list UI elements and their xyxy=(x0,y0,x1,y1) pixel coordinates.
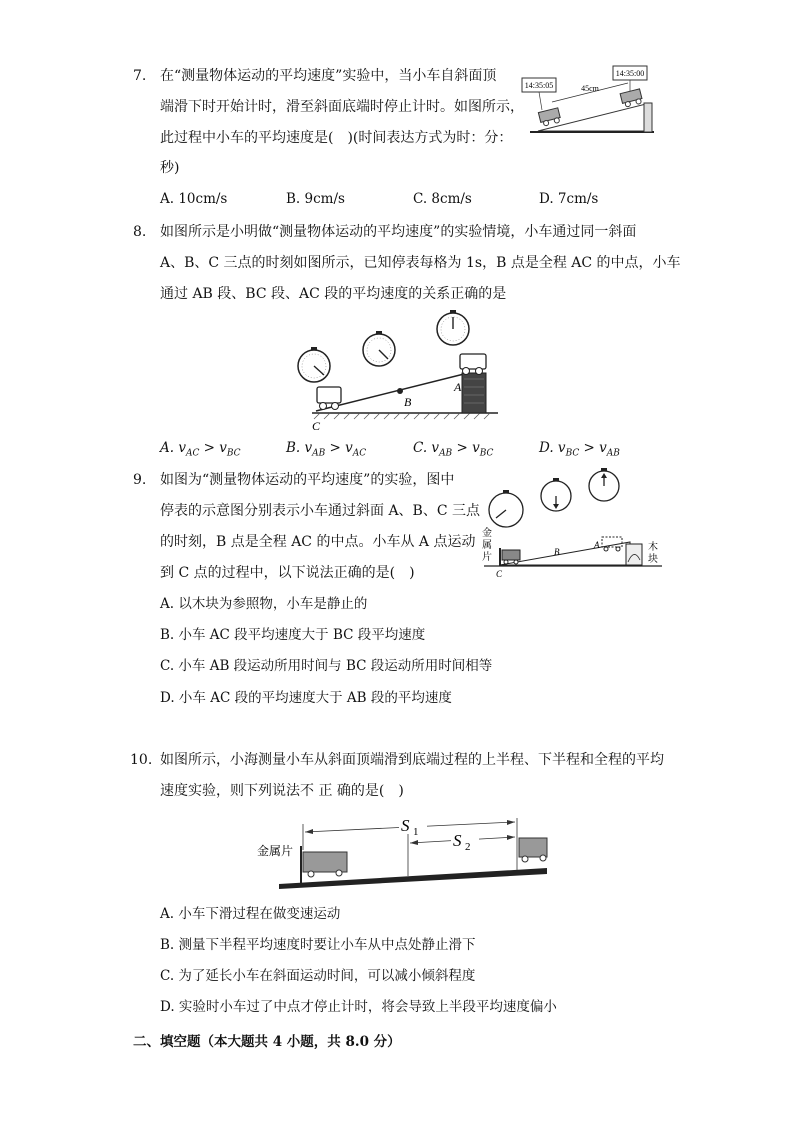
question-7-line-4: 秒) xyxy=(160,160,180,176)
question-7-line-2: 端滑下时开始计时，滑至斜面底端时停止计时。如图所示， xyxy=(160,99,524,115)
question-10-s1-sub: 1 xyxy=(413,826,419,838)
question-7-option-b: B. 9cm/s xyxy=(286,191,345,207)
question-9-option-c: C. 小车 AB 段运动所用时间与 BC 段运动所用时间相等 xyxy=(160,658,493,674)
question-8-number: 8. xyxy=(133,224,147,240)
question-9-figure xyxy=(480,466,666,582)
question-9-line-1: 如图为“测量物体运动的平均速度”的实验，图中 xyxy=(160,472,455,488)
question-7-option-a: A. 10cm/s xyxy=(160,191,228,207)
question-9-label-a: A xyxy=(594,540,600,550)
question-9-metal-3: 片 xyxy=(482,552,492,563)
question-8-line-3: 通过 AB 段、BC 段、AC 段的平均速度的关系正确的是 xyxy=(160,286,507,302)
stopwatch-icon xyxy=(298,347,330,382)
stopwatch-icon xyxy=(489,490,523,527)
question-7-time-start: 14:35:00 xyxy=(615,69,645,78)
question-9-metal-1: 金 xyxy=(482,528,492,539)
question-10-figure xyxy=(255,810,553,892)
question-9-option-a: A. 以木块为参照物，小车是静止的 xyxy=(160,596,368,612)
stopwatch-icon xyxy=(541,478,571,511)
section-2-heading: 二、填空题（本大题共 4 小题，共 8.0 分） xyxy=(133,1034,401,1050)
stopwatch-icon xyxy=(363,331,395,366)
question-10-option-c: C. 为了延长小车在斜面运动时间，可以减小倾斜程度 xyxy=(160,968,476,984)
stopwatch-icon xyxy=(437,310,469,345)
question-8-option-d: D. $v_{BC} > v_{AB}$ xyxy=(539,440,620,459)
question-8-figure xyxy=(290,305,500,433)
question-9-option-d: D. 小车 AC 段的平均速度大于 AB 段的平均速度 xyxy=(160,690,452,706)
question-9-metal-2: 属 xyxy=(482,540,492,551)
question-7-option-c: C. 8cm/s xyxy=(413,191,472,207)
question-9-label-b: B xyxy=(554,547,560,557)
question-10-s2-sub: 2 xyxy=(465,841,471,853)
question-7-number: 7. xyxy=(133,68,147,84)
question-8-option-a: A. $v_{AC} > v_{BC}$ xyxy=(160,440,241,459)
question-8-label-a: A xyxy=(454,380,462,394)
question-10-number: 10. xyxy=(130,752,153,768)
question-8-line-2: A、B、C 三点的时刻如图所示，已知停表每格为 1s，B 点是全程 AC 的中点，小车 xyxy=(160,255,681,271)
question-10-line-2: 速度实验，则下列说法不 正 确的是( ) xyxy=(160,783,404,799)
question-10-option-a: A. 小车下滑过程在做变速运动 xyxy=(160,906,341,922)
question-9-line-3: 的时刻，B 点是全程 AC 的中点。小车从 A 点运动 xyxy=(160,534,476,550)
question-8-line-1: 如图所示是小明做“测量物体运动的平均速度”的实验情境，小车通过同一斜面 xyxy=(160,224,637,240)
question-10-line-1: 如图所示，小海测量小车从斜面顶端滑到底端过程的上半程、下半程和全程的平均 xyxy=(160,752,664,768)
question-10-option-b: B. 测量下半程平均速度时要让小车从中点处静止滑下 xyxy=(160,937,476,953)
question-10-s1: S xyxy=(401,816,410,835)
question-8-option-c: C. $v_{AB} > v_{BC}$ xyxy=(413,440,494,459)
question-7-figure xyxy=(520,58,660,140)
question-8-option-b: B. $v_{AB} > v_{AC}$ xyxy=(286,440,367,459)
question-10-option-d: D. 实验时小车过了中点才停止计时，将会导致上半段平均速度偏小 xyxy=(160,999,557,1015)
question-7-line-3: 此过程中小车的平均速度是( )(时间表达方式为时：分： xyxy=(160,130,513,146)
question-10-s2: S xyxy=(453,831,462,850)
question-7-option-d: D. 7cm/s xyxy=(539,191,599,207)
question-7-distance: 45cm xyxy=(581,84,599,93)
question-10-metal-label: 金属片 xyxy=(257,844,294,858)
question-9-line-2: 停表的示意图分别表示小车通过斜面 A、B、C 三点 xyxy=(160,503,481,519)
question-9-line-4: 到 C 点的过程中，以下说法正确的是( ) xyxy=(160,565,415,581)
question-9-wood-1: 木 xyxy=(648,542,658,553)
question-8-label-b: B xyxy=(404,395,412,409)
stopwatch-icon xyxy=(589,468,619,501)
question-8-label-c: C xyxy=(312,419,321,433)
question-7-line-1: 在“测量物体运动的平均速度”实验中，当小车自斜面顶 xyxy=(160,68,497,84)
question-9-wood-2: 块 xyxy=(648,554,658,565)
question-7-time-end: 14:35:05 xyxy=(524,81,554,90)
question-9-label-c: C xyxy=(496,569,503,579)
question-9-option-b: B. 小车 AC 段平均速度大于 BC 段平均速度 xyxy=(160,627,426,643)
question-9-number: 9. xyxy=(133,472,147,488)
